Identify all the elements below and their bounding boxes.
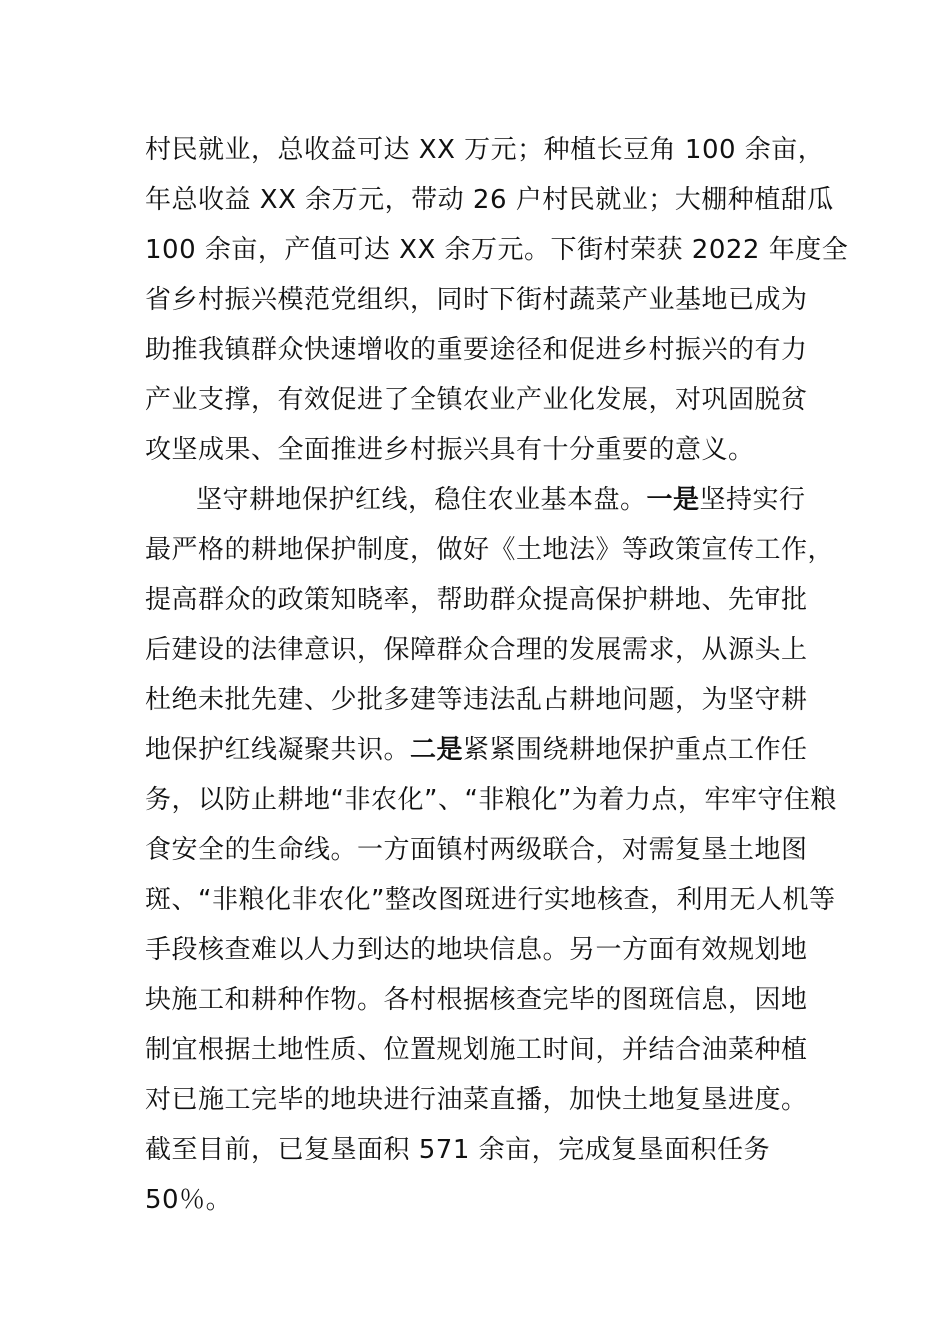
paragraph-2-line: 50％。 bbox=[145, 1185, 233, 1215]
point-one-marker: 一是 bbox=[646, 485, 700, 515]
paragraph-text: 坚持实行 bbox=[699, 485, 806, 515]
paragraph-2-line: 斑、“非粮化非农化”整改图斑进行实地核查，利用无人机等 bbox=[145, 885, 836, 915]
paragraph-1-line: 攻坚成果、全面推进乡村振兴具有十分重要的意义。 bbox=[145, 435, 755, 465]
paragraph-2-line: 对已施工完毕的地块进行油菜直播，加快土地复垦进度。 bbox=[145, 1085, 808, 1115]
paragraph-2-line: 截至目前，已复垦面积 571 余亩，完成复垦面积任务 bbox=[145, 1135, 771, 1165]
paragraph-2-line: 最严格的耕地保护制度，做好《土地法》等政策宣传工作， bbox=[145, 535, 835, 565]
paragraph-1-line: 100 余亩，产值可达 XX 余万元。下街村荣获 2022 年度全 bbox=[145, 235, 849, 265]
section-heading: 坚守耕地保护红线，稳住农业基本盘。 bbox=[196, 485, 647, 515]
paragraph-2-line: 食安全的生命线。一方面镇村两级联合，对需复垦土地图 bbox=[145, 835, 808, 865]
paragraph-1-line: 村民就业，总收益可达 XX 万元；种植长豆角 100 余亩， bbox=[145, 135, 825, 165]
paragraph-2-line: 制宜根据土地性质、位置规划施工时间，并结合油菜种植 bbox=[145, 1035, 808, 1065]
paragraph-1-line: 产业支撑，有效促进了全镇农业产业化发展，对巩固脱贫 bbox=[145, 385, 808, 415]
paragraph-text: 地保护红线凝聚共识。 bbox=[145, 735, 411, 765]
paragraph-1-line: 省乡村振兴模范党组织，同时下街村蔬菜产业基地已成为 bbox=[145, 285, 808, 315]
paragraph-2-line: 块施工和耕种作物。各村根据核查完毕的图斑信息，因地 bbox=[145, 985, 808, 1015]
paragraph-2-line: 手段核查难以人力到达的地块信息。另一方面有效规划地 bbox=[145, 935, 808, 965]
paragraph-1-line: 年总收益 XX 余万元，带动 26 户村民就业；大棚种植甜瓜 bbox=[145, 185, 834, 215]
point-two-marker: 二是 bbox=[410, 735, 464, 765]
paragraph-2-line: 务，以防止耕地“非农化”、“非粮化”为着力点，牢牢守住粮 bbox=[145, 785, 837, 815]
paragraph-2-line bbox=[145, 732, 808, 768]
paragraph-2-line: 杜绝未批先建、少批多建等违法乱占耕地问题，为坚守耕 bbox=[145, 685, 808, 715]
paragraph-2-line: 后建设的法律意识，保障群众合理的发展需求，从源头上 bbox=[145, 635, 808, 665]
paragraph-2-line: 提高群众的政策知晓率，帮助群众提高保护耕地、先审批 bbox=[145, 585, 808, 615]
paragraph-2-first-line bbox=[196, 482, 806, 518]
paragraph-text: 紧紧围绕耕地保护重点工作任 bbox=[463, 735, 808, 765]
paragraph-1-line: 助推我镇群众快速增收的重要途径和促进乡村振兴的有力 bbox=[145, 335, 808, 365]
